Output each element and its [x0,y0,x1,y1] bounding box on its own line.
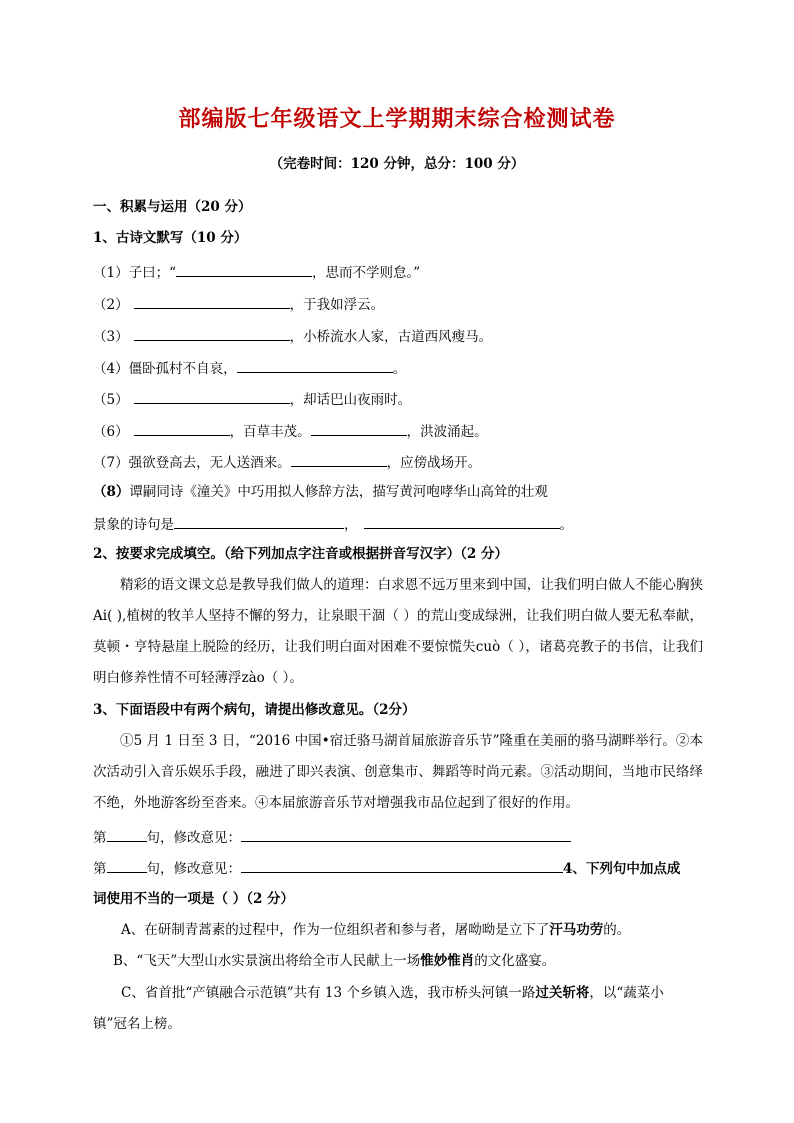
option-c-idiom: 过关斩将 [535,985,590,1001]
poem-line-6-prefix: （6） [93,424,129,440]
option-b [113,951,555,971]
poem-line-2-prefix: （2） [93,297,129,313]
answer-blank[interactable] [237,357,393,373]
poem-line-7-suffix: ，应傍战场开。 [386,455,482,471]
option-a-text: A、在研制青蒿素的过程中，作为一位组织者和参与者，屠呦呦是立下了 [121,922,550,938]
answer-blank[interactable] [134,388,290,404]
option-c-end: ，以“蔬菜小 [589,985,664,1001]
exam-title: 部编版七年级语文上学期期末综合检测试卷 [178,106,616,132]
option-b-text: B、“飞天”大型山水实景演出将给全市人民献上一场 [113,953,421,969]
poem-line-5-suffix: ，却话巴山夜雨时。 [289,392,412,408]
poem-line-6 [93,420,488,442]
answer-blank[interactable] [364,513,560,529]
poem-line-5-prefix: （5） [93,392,129,408]
poem-line-1-suffix: ，思而不学则怠。” [312,265,421,281]
answer-blank[interactable] [134,420,230,436]
poem-line-7 [93,451,481,473]
poem-line-6-suffix: ，洪波涌起。 [406,424,488,440]
exam-subtitle: （完卷时间：120 分钟，总分：100 分） [269,156,525,172]
revision-line-2-prefix: 第 [93,861,107,877]
poem-line-8-continued [93,513,573,535]
poem-line-8 [93,482,548,502]
answer-blank[interactable] [291,451,387,467]
poem-line-1-prefix: （1）子曰；“ [93,265,176,281]
revision-answer-blank[interactable] [241,826,571,842]
poem-line-6-middle: ，百草丰茂。 [229,424,311,440]
poem-line-2-suffix: ，于我如浮云。 [289,297,385,313]
revision-answer-blank[interactable] [241,857,563,873]
poem-line-2 [93,293,384,315]
question-4-heading: 词使用不当的一项是（ ）（2 分） [93,891,295,907]
sentence-number-blank[interactable] [107,857,147,873]
revision-line-2 [93,857,680,879]
revision-line-1 [93,826,571,848]
poem-line-8-number: （8） [93,484,130,500]
option-c-text: C、省首批“产镇融合示范镇”共有 13 个乡镇入选，我市桥头河镇一路 [121,985,536,1001]
section-heading: 一、积累与运用（20 分） [93,199,252,215]
poem-line-4-prefix: （4）僵卧孤村不自哀， [93,361,237,377]
answer-blank[interactable] [174,513,344,529]
answer-blank[interactable] [134,325,290,341]
question-2-heading: 2、按要求完成填空。（给下列加点字注音或根据拼音写汉字）（2 分） [93,546,508,562]
option-b-end: 的文化盛宴。 [474,953,556,969]
option-c [121,983,664,1003]
poem-line-8-lead: 景象的诗句是 [93,517,174,533]
poem-line-1 [93,261,420,283]
question-2-paragraph: 精彩的语文课文总是教导我们做人的道理：白求恩不远万里来到中国，让我们明白做人不能心胸狭Ai( ),植树的牧羊人坚持不懈的努力，让泉眼干涸（ ）的荒山变成绿洲，让我们明白做人要无私奉献，莫顿・亨特悬崖上脱险的经历，让我们明白面对困难不要惊慌失cuò（ ），诸葛亮教子的书信，让我们明白修养性情不可轻薄浮zào（ ）。 [93,577,703,686]
poem-line-8-end: 。 [559,517,573,533]
option-a-idiom: 汗马功劳 [549,922,604,938]
question-3-heading: 3、下面语段中有两个病句，请提出修改意见。（2分） [93,702,416,718]
question-3-paragraph: ①5 月 1 日至 3 日，“2016 中国•宿迁骆马湖首届旅游音乐节”隆重在美丽的骆马湖畔举行。②本次活动引入音乐娱乐手段，融进了即兴表演、创意集市、舞蹈等时尚元素。③活动期间，当地市民络绎不绝，外地游客纷至沓来。④本届旅游音乐节对增强我市品位起到了很好的作用。 [93,733,703,811]
poem-line-4-suffix: 。 [392,361,407,377]
question-4-heading-start: 4、下列句中加点成 [563,861,681,877]
question-1-heading: 1、古诗文默写（10 分） [93,230,248,246]
option-a-end: 的。 [603,922,631,938]
option-c-continued: 镇”冠名上榜。 [93,1016,181,1032]
poem-line-8-comma: ， [344,517,358,533]
option-b-idiom: 惟妙惟肖 [420,953,475,969]
poem-line-3 [93,325,492,347]
option-a [121,920,630,940]
sentence-number-blank[interactable] [107,826,147,842]
revision-line-1-label: 句，修改意见： [146,830,241,846]
answer-blank[interactable] [134,293,290,309]
poem-line-4 [93,357,406,379]
poem-line-3-suffix: ，小桥流水人家，古道西风瘦马。 [289,329,493,345]
answer-blank[interactable] [311,420,407,436]
poem-line-3-prefix: （3） [93,329,129,345]
answer-blank[interactable] [176,261,312,277]
poem-line-8-text: 谭嗣同诗《潼关》中巧用拟人修辞方法，描写黄河咆哮华山高耸的壮观 [129,484,548,500]
revision-line-2-label: 句，修改意见： [146,861,241,877]
poem-line-5 [93,388,411,410]
revision-line-1-prefix: 第 [93,830,107,846]
poem-line-7-prefix: （7）强欲登高去，无人送酒来。 [93,455,291,471]
